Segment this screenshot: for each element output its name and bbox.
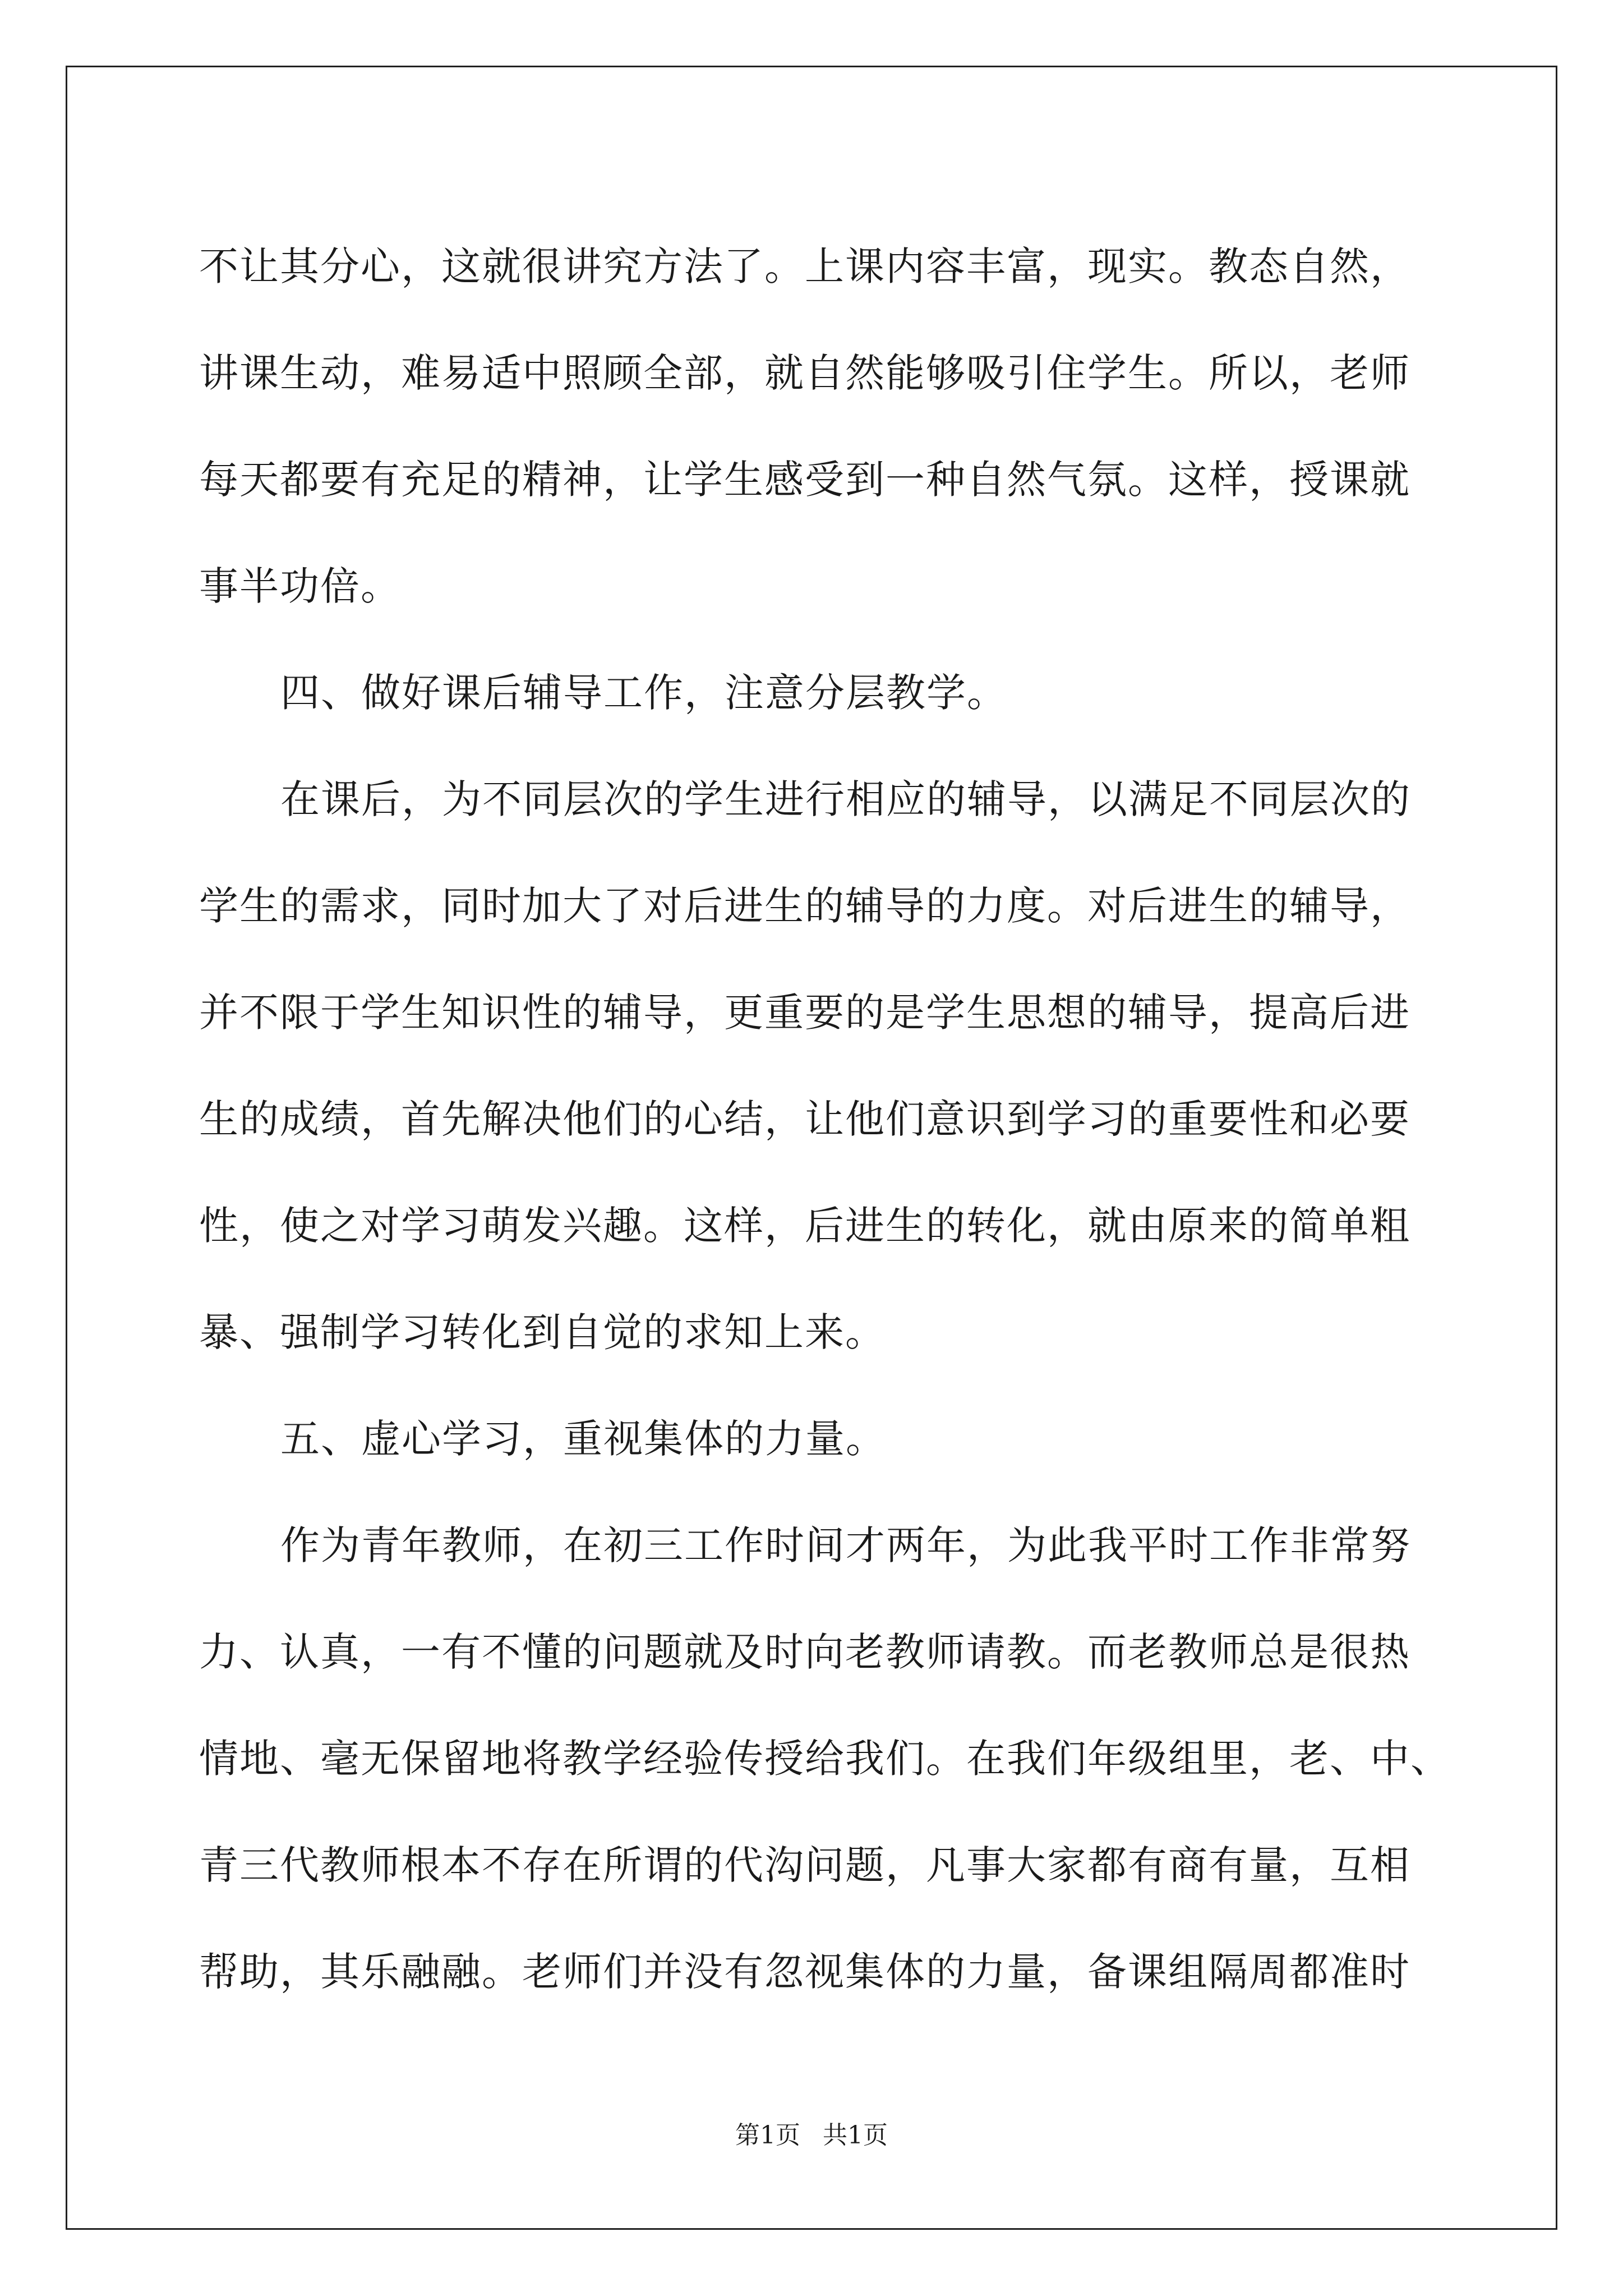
text-line: 情地、毫无保留地将教学经验传授给我们。在我们年级组里，老、中、 [199,1736,1451,1782]
text-line: 力、认真，一有不懂的问题就及时向老教师请教。而老教师总是很热 [199,1629,1410,1675]
page-number-current: 第1页 [735,2121,800,2150]
text-line: 并不限于学生知识性的辅导，更重要的是学生思想的辅导，提高后进 [199,990,1410,1036]
page-number-total: 共1页 [823,2121,888,2150]
document-body [199,213,1451,2025]
section-heading: 四、做好课后辅导工作，注意分层教学。 [280,670,1007,716]
text-line: 学生的需求，同时加大了对后进生的辅导的力度。对后进生的辅导， [199,883,1410,929]
text-line: 青三代教师根本不存在所谓的代沟问题，凡事大家都有商有量，互相 [199,1842,1410,1888]
text-line: 帮助，其乐融融。老师们并没有忽视集体的力量，备课组隔周都准时 [199,1949,1410,1995]
text-line: 生的成绩，首先解决他们的心结，让他们意识到学习的重要性和必要 [199,1096,1410,1142]
text-line: 性，使之对学习萌发兴趣。这样，后进生的转化，就由原来的简单粗 [199,1203,1410,1249]
text-line: 暴、强制学习转化到自觉的求知上来。 [199,1309,886,1355]
text-line: 讲课生动，难易适中照顾全部，就自然能够吸引住学生。所以，老师 [199,350,1410,396]
page-footer [0,2115,1623,2151]
text-line: 每天都要有充足的精神，让学生感受到一种自然气氛。这样，授课就 [199,457,1410,503]
section-heading: 五、虚心学习，重视集体的力量。 [280,1416,886,1462]
text-line: 事半功倍。 [199,563,401,609]
text-line: 作为青年教师，在初三工作时间才两年，为此我平时工作非常努 [280,1522,1411,1568]
text-line: 不让其分心，这就很讲究方法了。上课内容丰富，现实。教态自然， [199,243,1410,289]
text-line: 在课后，为不同层次的学生进行相应的辅导，以满足不同层次的 [280,776,1411,822]
